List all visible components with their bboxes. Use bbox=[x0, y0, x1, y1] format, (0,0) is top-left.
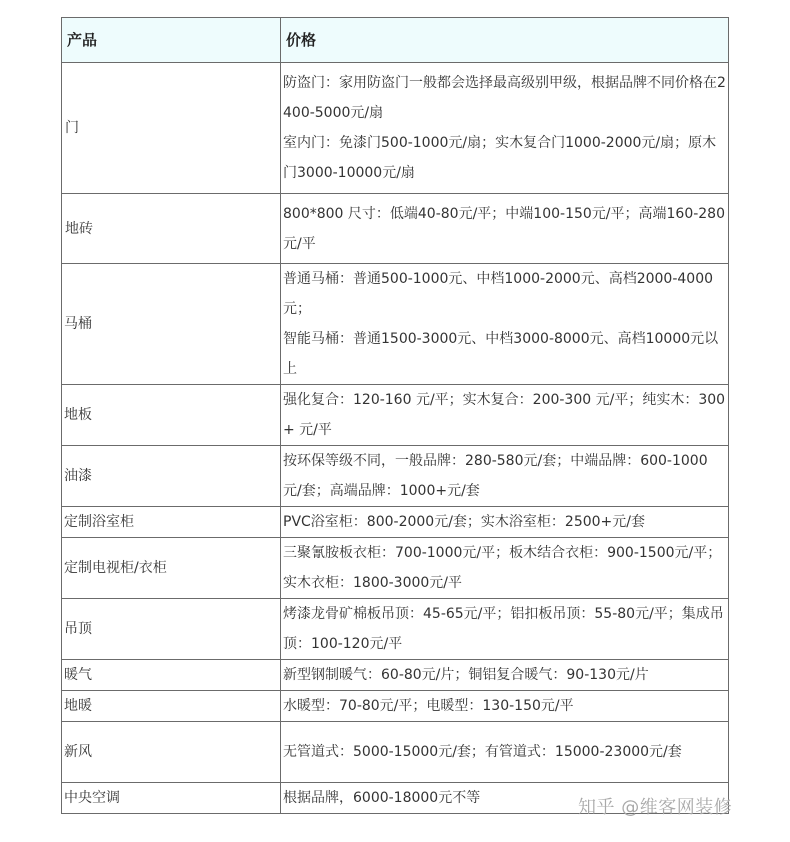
product-cell: 暖气 bbox=[62, 660, 281, 691]
price-text: 三聚氰胺板衣柜：700-1000元/平；板木结合衣柜：900-1500元/平；实木衣柜：1800-3000元/平 bbox=[283, 545, 722, 591]
price-text: 强化复合：120-160 元/平；实木复合：200-300 元/平；纯实木：300+ 元/平 bbox=[283, 392, 726, 438]
product-cell: 定制浴室柜 bbox=[62, 507, 281, 538]
product-cell: 定制电视柜/衣柜 bbox=[62, 538, 281, 599]
price-cell bbox=[281, 599, 729, 660]
product-cell: 马桶 bbox=[62, 264, 281, 385]
product-cell: 地暖 bbox=[62, 691, 281, 722]
price-cell bbox=[281, 722, 729, 783]
price-text: 无管道式：5000-15000元/套；有管道式：15000-23000元/套 bbox=[283, 744, 682, 760]
price-text: 按环保等级不同，一般品牌：280-580元/套；中端品牌：600-1000元/套；高端品牌：1000+元/套 bbox=[283, 453, 708, 499]
price-text: 普通马桶：普通500-1000元、中档1000-2000元、高档2000-4000元； 智能马桶：普通1500-3000元、中档3000-8000元、高档10000元以上 bbox=[283, 271, 719, 377]
price-text: 根据品牌，6000-18000元不等 bbox=[283, 790, 481, 806]
price-cell bbox=[281, 264, 729, 385]
table-row bbox=[62, 507, 729, 538]
product-cell: 油漆 bbox=[62, 446, 281, 507]
header-price: 价格 bbox=[281, 18, 729, 63]
product-cell: 新风 bbox=[62, 722, 281, 783]
table-row bbox=[62, 63, 729, 194]
product-cell: 门 bbox=[62, 63, 281, 194]
table-row bbox=[62, 691, 729, 722]
price-cell bbox=[281, 507, 729, 538]
table-row bbox=[62, 722, 729, 783]
price-cell bbox=[281, 385, 729, 446]
header-product: 产品 bbox=[62, 18, 281, 63]
product-cell: 地板 bbox=[62, 385, 281, 446]
table-row bbox=[62, 538, 729, 599]
table-row bbox=[62, 385, 729, 446]
price-text: PVC浴室柜：800-2000元/套；实木浴室柜：2500+元/套 bbox=[283, 514, 645, 530]
table-row bbox=[62, 446, 729, 507]
product-cell: 吊顶 bbox=[62, 599, 281, 660]
price-text: 新型钢制暖气：60-80元/片；铜铝复合暖气：90-130元/片 bbox=[283, 667, 649, 683]
price-cell bbox=[281, 446, 729, 507]
price-cell bbox=[281, 538, 729, 599]
price-table bbox=[61, 17, 729, 814]
product-cell: 中央空调 bbox=[62, 783, 281, 814]
price-text: 800*800 尺寸：低端40-80元/平；中端100-150元/平；高端160-280元/平 bbox=[283, 205, 725, 252]
table-header-row bbox=[62, 18, 729, 63]
price-text: 防盗门：家用防盗门一般都会选择最高级别甲级，根据品牌不同价格在2400-5000元/扇 室内门：免漆门500-1000元/扇；实木复合门1000-2000元/扇；原木门3000-10000元/扇 bbox=[283, 75, 726, 181]
price-cell bbox=[281, 194, 729, 264]
price-text: 烤漆龙骨矿棉板吊顶：45-65元/平；铝扣板吊顶：55-80元/平；集成吊顶：100-120元/平 bbox=[283, 606, 724, 652]
table-row bbox=[62, 660, 729, 691]
price-cell bbox=[281, 660, 729, 691]
price-cell bbox=[281, 63, 729, 194]
watermark: 知乎 @维客网装修 bbox=[578, 797, 733, 818]
price-text: 水暖型：70-80元/平；电暖型：130-150元/平 bbox=[283, 698, 574, 714]
table-row bbox=[62, 264, 729, 385]
table-row bbox=[62, 599, 729, 660]
table-row bbox=[62, 194, 729, 264]
price-cell bbox=[281, 691, 729, 722]
product-cell: 地砖 bbox=[62, 194, 281, 264]
